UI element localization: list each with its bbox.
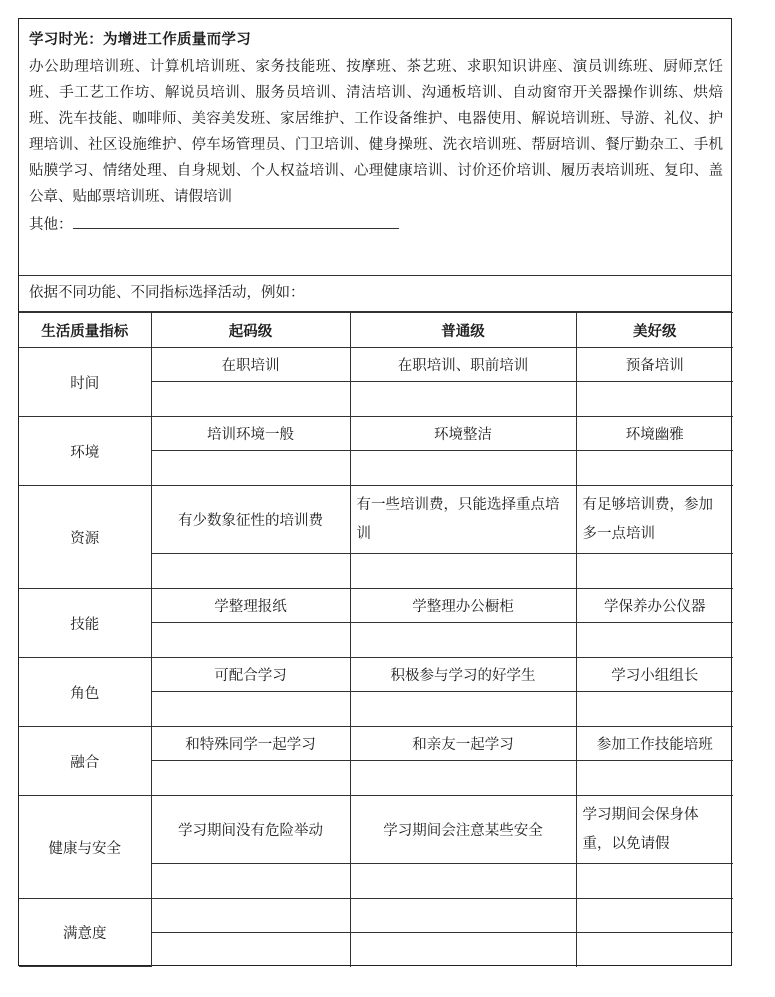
blank-cell[interactable] bbox=[350, 761, 576, 796]
blank-cell[interactable] bbox=[151, 761, 350, 796]
table-cell: 参加工作技能培班 bbox=[576, 727, 733, 761]
blank-cell[interactable] bbox=[576, 623, 733, 658]
table-cell: 学整理办公橱柜 bbox=[350, 589, 576, 623]
table-header-row bbox=[19, 313, 733, 348]
activity-form bbox=[18, 18, 732, 966]
table-cell: 培训环境一般 bbox=[151, 417, 350, 451]
table-cell: 学整理报纸 bbox=[151, 589, 350, 623]
blank-cell[interactable] bbox=[151, 933, 350, 967]
blank-cell[interactable] bbox=[576, 761, 733, 796]
blank-cell[interactable] bbox=[576, 933, 733, 967]
header-basic: 起码级 bbox=[151, 313, 350, 348]
other-blank bbox=[73, 212, 399, 229]
example-note: 依据不同功能、不同指标选择活动，例如： bbox=[19, 276, 731, 312]
blank-cell[interactable] bbox=[576, 451, 733, 486]
row-label: 健康与安全 bbox=[19, 796, 151, 899]
row-label: 环境 bbox=[19, 417, 151, 486]
table-cell: 有足够培训费，参加多一点培训 bbox=[576, 486, 733, 554]
blank-cell[interactable] bbox=[350, 692, 576, 727]
table-row bbox=[19, 589, 733, 623]
table-cell: 学习小组组长 bbox=[576, 658, 733, 692]
blank-cell[interactable] bbox=[350, 382, 576, 417]
row-label: 资源 bbox=[19, 486, 151, 589]
blank-cell[interactable] bbox=[350, 933, 576, 967]
header-indicator: 生活质量指标 bbox=[19, 313, 151, 348]
table-cell: 学习期间没有危险举动 bbox=[151, 796, 350, 864]
row-label: 满意度 bbox=[19, 899, 151, 967]
table-cell: 预备培训 bbox=[576, 348, 733, 382]
table-cell: 在职培训 bbox=[151, 348, 350, 382]
table-row bbox=[19, 486, 733, 554]
blank-cell[interactable] bbox=[151, 382, 350, 417]
quality-table bbox=[19, 312, 733, 967]
other-line bbox=[29, 212, 723, 238]
table-row bbox=[19, 348, 733, 382]
blank-cell[interactable] bbox=[151, 554, 350, 589]
row-label: 技能 bbox=[19, 589, 151, 658]
blank-cell[interactable] bbox=[576, 864, 733, 899]
row-label: 融合 bbox=[19, 727, 151, 796]
blank-cell[interactable] bbox=[151, 692, 350, 727]
activity-list: 办公助理培训班、计算机培训班、家务技能班、按摩班、茶艺班、求职知识讲座、演员训练班、厨师烹饪班、手工艺工作坊、解说员培训、服务员培训、清洁培训、沟通板培训、自动窗帘开关器操作训练、烘焙班、洗车技能、咖啡师、美容美发班、家居维护、工作设备维护、电器使用、解说培训班、导游、礼仪、护理培训、社区设施维护、停车场管理员、门卫培训、健身操班、洗衣培训班、帮厨培训、餐厅勤杂工、手机贴膜学习、情绪处理、自身规划、个人权益培训、心理健康培训、讨价还价培训、履历表培训班、复印、盖公章、贴邮票培训班、请假培训 bbox=[29, 59, 723, 205]
blank-cell[interactable] bbox=[350, 451, 576, 486]
intro-title: 学习时光：为增进工作质量而学习 bbox=[29, 32, 251, 48]
table-cell: 有一些培训费，只能选择重点培训 bbox=[350, 486, 576, 554]
table-cell[interactable] bbox=[151, 899, 350, 933]
table-row bbox=[19, 796, 733, 864]
table-cell: 环境整洁 bbox=[350, 417, 576, 451]
blank-cell[interactable] bbox=[576, 554, 733, 589]
blank-cell[interactable] bbox=[350, 554, 576, 589]
table-cell: 学习期间会保身体重，以免请假 bbox=[576, 796, 733, 864]
row-label: 角色 bbox=[19, 658, 151, 727]
blank-cell[interactable] bbox=[350, 864, 576, 899]
table-cell: 和特殊同学一起学习 bbox=[151, 727, 350, 761]
table-cell: 可配合学习 bbox=[151, 658, 350, 692]
header-normal: 普通级 bbox=[350, 313, 576, 348]
blank-cell[interactable] bbox=[151, 864, 350, 899]
table-cell: 有少数象征性的培训费 bbox=[151, 486, 350, 554]
table-cell[interactable] bbox=[350, 899, 576, 933]
table-row bbox=[19, 417, 733, 451]
table-cell: 积极参与学习的好学生 bbox=[350, 658, 576, 692]
table-cell: 环境幽雅 bbox=[576, 417, 733, 451]
table-cell: 学保养办公仪器 bbox=[576, 589, 733, 623]
intro-section bbox=[19, 19, 731, 276]
other-label: 其他： bbox=[29, 217, 73, 233]
blank-cell[interactable] bbox=[576, 382, 733, 417]
blank-cell[interactable] bbox=[350, 623, 576, 658]
table-cell: 在职培训、职前培训 bbox=[350, 348, 576, 382]
blank-cell[interactable] bbox=[151, 623, 350, 658]
table-row bbox=[19, 727, 733, 761]
blank-cell[interactable] bbox=[576, 692, 733, 727]
table-row bbox=[19, 899, 733, 933]
table-cell: 学习期间会注意某些安全 bbox=[350, 796, 576, 864]
header-ideal: 美好级 bbox=[576, 313, 733, 348]
row-label: 时间 bbox=[19, 348, 151, 417]
table-row bbox=[19, 658, 733, 692]
table-cell: 和亲友一起学习 bbox=[350, 727, 576, 761]
table-cell[interactable] bbox=[576, 899, 733, 933]
blank-cell[interactable] bbox=[151, 451, 350, 486]
